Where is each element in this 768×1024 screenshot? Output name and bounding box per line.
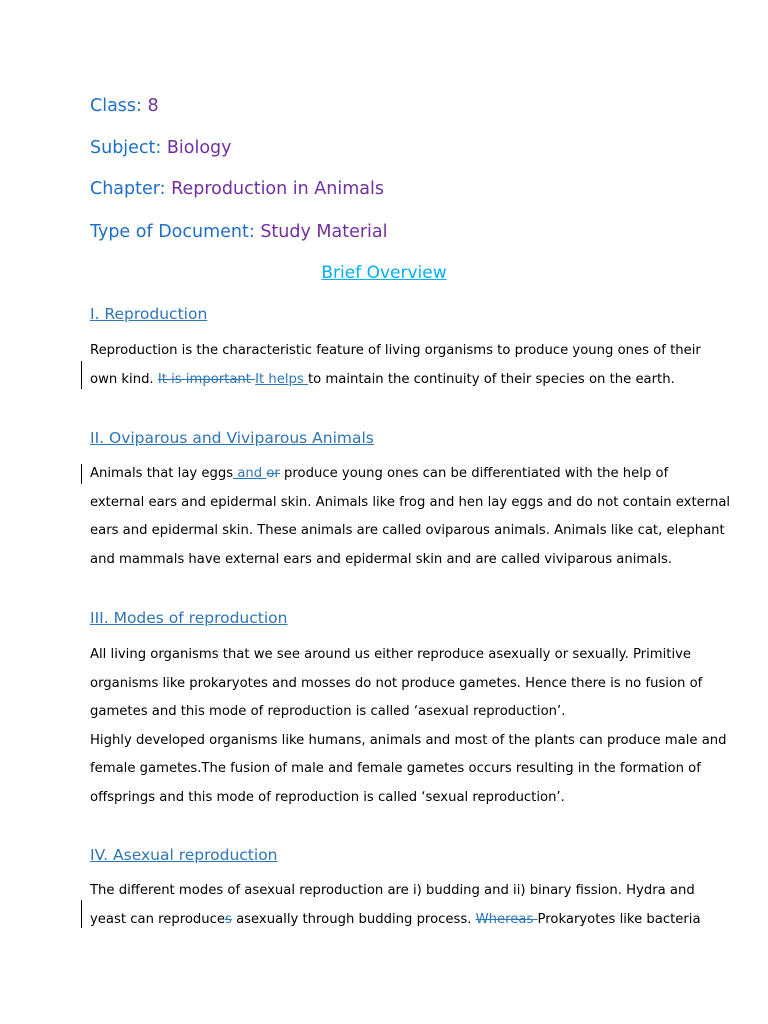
paragraph-modes-of-reproduction: [90, 641, 727, 812]
class-line: [90, 95, 159, 117]
class-value: 8: [147, 96, 159, 116]
text-line: All living organisms that we see around us either reproduce asexually or sexually. Primitive: [90, 647, 692, 662]
text-line: Highly developed organisms like humans, animals and most of the plants can produce male and: [90, 732, 727, 748]
text-line: own kind. It is important It helps to maintain the continuity of their species on the earth.: [90, 371, 675, 387]
change-bar: [81, 900, 82, 928]
deleted-text: or: [266, 466, 280, 481]
section-heading-asexual-reproduction: IV. Asexual reproduction: [90, 846, 278, 864]
subject-value: Biology: [166, 138, 232, 158]
document-type-line: [90, 221, 388, 243]
text-line: The different modes of asexual reproduction are i) budding and ii) binary fission. Hydra and: [90, 883, 695, 898]
inserted-text: and: [233, 466, 267, 481]
chapter-line: [90, 178, 384, 200]
text-line: organisms like prokaryotes and mosses do not produce gametes. Hence there is no fusion of: [90, 675, 703, 691]
text-line: ears and epidermal skin. These animals are called oviparous animals. Animals like cat, elephant: [90, 523, 725, 538]
text-line: yeast can reproduces asexually through budding process. Whereas Prokaryotes like bacteria: [90, 911, 701, 927]
deleted-text: It is important: [157, 371, 256, 387]
subject-label: Subject:: [90, 138, 167, 158]
text-line: gametes and this mode of reproduction is called ‘asexual reproduction’.: [90, 704, 566, 719]
paragraph-reproduction: [90, 337, 701, 394]
text-line: offsprings and this mode of reproduction is called ‘sexual reproduction’.: [90, 789, 565, 805]
overview-title: Brief Overview: [321, 263, 447, 283]
section-heading-modes-of-reproduction: III. Modes of reproduction: [90, 609, 288, 627]
document-type-value: Study Material: [260, 222, 388, 242]
section-heading-oviparous-viviparous: II. Oviparous and Viviparous Animals: [90, 429, 374, 447]
text-line: Reproduction is the characteristic feature of living organisms to produce young ones of their: [90, 343, 701, 358]
deleted-text: Whereas: [475, 911, 538, 927]
change-bar: [81, 464, 82, 484]
chapter-value: Reproduction in Animals: [171, 179, 384, 199]
text-line: external ears and epidermal skin. Animals like frog and hen lay eggs and do not contain external: [90, 494, 731, 510]
chapter-label: Chapter:: [90, 179, 172, 199]
paragraph-oviparous-viviparous: [90, 460, 731, 574]
subject-line: [90, 137, 232, 159]
deleted-text: s: [225, 911, 232, 927]
text-line: female gametes.The fusion of male and female gametes occurs resulting in the formation of: [90, 761, 701, 776]
section-heading-reproduction: I. Reproduction: [90, 305, 208, 323]
change-bar: [81, 361, 82, 389]
class-label: Class:: [90, 96, 148, 116]
inserted-text: It helps: [255, 371, 308, 387]
text-line: Animals that lay eggs and or produce young ones can be differentiated with the help of: [90, 466, 669, 481]
paragraph-asexual-reproduction: [90, 877, 701, 934]
text-line: and mammals have external ears and epidermal skin and are called viviparous animals.: [90, 551, 673, 567]
document-type-label: Type of Document:: [90, 222, 261, 242]
